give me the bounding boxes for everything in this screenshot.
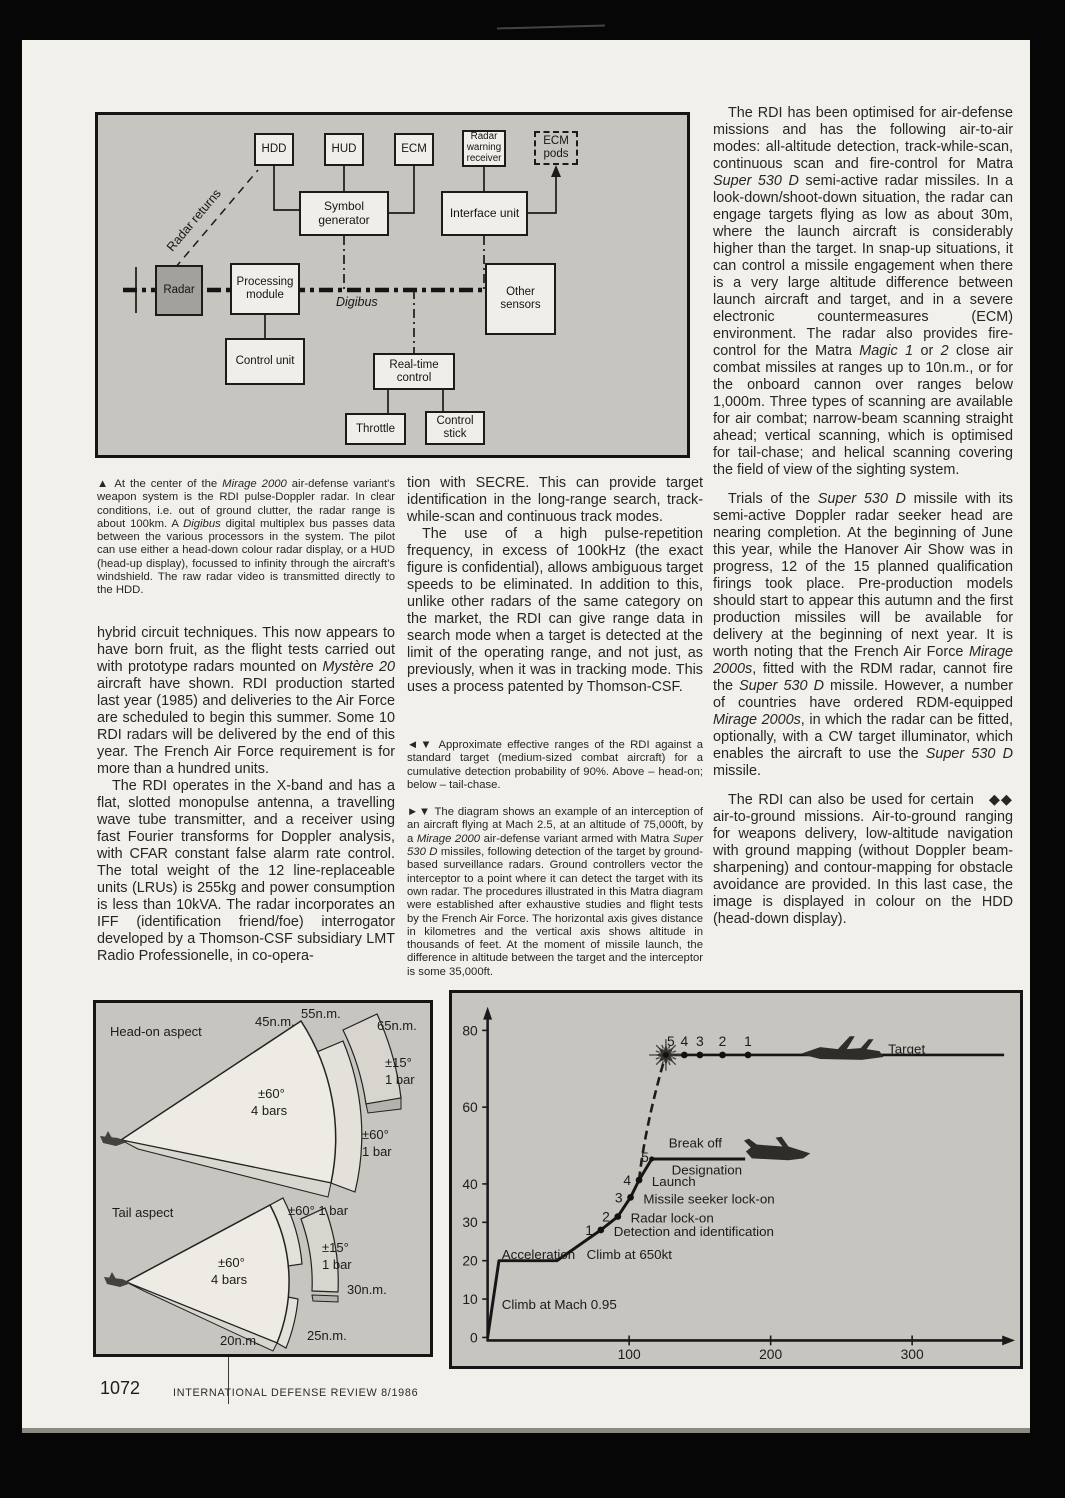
box-control-stick: Control stick [425, 411, 485, 445]
tail-main-deg: ±60° [218, 1255, 245, 1270]
tail-15-deg: ±15° [322, 1240, 349, 1255]
target-aircraft-icon [800, 1036, 883, 1060]
tail-15deg-base [312, 1295, 338, 1302]
range-25nm: 25n.m. [307, 1328, 347, 1343]
box-ecm: ECM [394, 133, 434, 166]
weapon-system-block-diagram [95, 112, 690, 458]
article-column-2: tion with SECRE. This can provide target identification in the long-range search, track-while-scan and continuous track modes. The use of a high pulse-repetition frequency, in excess of 100kHz (the exact figure is confidential), allows ambiguous target speeds to be eliminated. In addition to this, unlike other radars of the same category on the market, the RDI can give range data in search mode when a target is detected at the limit of the operating range, and not just, as previously, when it was in tracking mode. This uses a process patented by Thomson-CSF. [407, 475, 703, 695]
head-on-aircraft-icon [100, 1136, 127, 1146]
annotation: Target [888, 1041, 926, 1057]
y-tick-label: 20 [462, 1252, 478, 1269]
event-number-5: 5 [641, 1148, 649, 1165]
box-ecm-pods: ECM pods [534, 131, 578, 165]
interceptor-aircraft-icon [744, 1137, 810, 1161]
head-on-main-deg: ±60° [258, 1086, 285, 1101]
box-radar: Radar [155, 265, 203, 316]
y-tick-label: 0 [470, 1329, 478, 1346]
tail-band-label: ±60° 1 bar [288, 1203, 349, 1218]
event-label-1: Detection and identification [613, 1223, 774, 1239]
target-dot-4 [681, 1052, 688, 1059]
article-column-3: The RDI has been optimised for air-defense missions and has the following air-to-air modes: all-altitude detection, track-while-scan, continuous scan and fire-control for Matra Super 530 D semi-active radar missiles. In a look-down/shoot-down situation, the radar can engage targets flying as low as about 30m, where the launch aircraft is considerably higher than the target. In snap-up situations, it can control a missile engagement when there is a very large altitude difference between launch aircraft and target, and in a severe electronic countermeasures (ECM) environment. The radar also provides fire-control for the Matra Magic 1 or 2 close air combat missiles at ranges up to 10n.m., or for the onboard cannon over ranges below 1,000m. Three types of scanning are available for air combat; narrow-beam scanning straight ahead; vertical scanning, which is optimised for tail-chase; and helical scanning covering the field of view of the sighting system. Trials of the Super 530 D missile with its semi-active Doppler radar seeker head are nearing completion. At the beginning of June this year, while the Hanover Air Show was in progress, 12 of the 15 planned qualification firings took place. Pre-production models should start to appear this autumn and the first production missiles will be available for delivery at the beginning of next year. It is worth noting that the French Air Force Mirage 2000s, fitted with the RDM radar, cannot fire the Super 530 D missile. However, a number of countries have ordered RDM-equipped Mirage 2000s, in which the radar can be fitted, optionally, with a CW target illuminator, which enables the aircraft to use the Super 530 D missile. ◆◆ The RDI can also be used for certain air-to-ground missions. Air-to-ground ranging for weapons delivery, low-altitude navigation with ground mapping (without Doppler beam-sharpening) and contour-mapping for obstacle avoidance are provided. In this last case, the image is displayed in colour on the HDD (head-down display). [713, 105, 1014, 927]
x-tick-label: 300 [900, 1346, 924, 1363]
magazine-page [22, 40, 1030, 1433]
head-on-15-deg: ±15° [385, 1055, 412, 1070]
box-throttle: Throttle [345, 413, 406, 445]
event-dot-4 [636, 1177, 643, 1184]
article-column-1: hybrid circuit techniques. This now appears to have born fruit, as the flight tests carried out with prototype radars mounted on Mystère 20 aircraft have shown. RDI production started last year (1985) and deliveries to the Air Force are scheduled to begin this summer. Some 10 RDI radars will be delivered by the end of this year. The French Air Force requirement is for more than a hundred units. The RDI operates in the X-band and has a flat, slotted monopulse antenna, a travelling wave tube transmitter, and a receiver using fast Fourier transforms for Doppler analysis, with CFAR constant false alarm rate control. The total weight of the 12 line-replaceable units (LRUs) is 255kg and power consumption is less than 10kVA. The radar incorporates an IFF (identification friend/foe) interrogator developed by a Thomson-CSF subsidiary LMT Radio Professionelle, in co-opera- [97, 625, 395, 964]
event-label-3: Missile seeker lock-on [643, 1191, 775, 1207]
range-envelope-diagram [93, 1000, 433, 1357]
box-hud: HUD [324, 133, 364, 166]
head-on-title: Head-on aspect [110, 1024, 202, 1039]
y-tick-label: 10 [462, 1291, 478, 1307]
target-dot-2 [719, 1052, 726, 1059]
journal-name: INTERNATIONAL DEFENSE REVIEW 8/1986 [173, 1387, 419, 1399]
event-dot-1 [597, 1227, 604, 1234]
event-number-2: 2 [602, 1208, 610, 1225]
target-number-4: 4 [680, 1033, 689, 1050]
digibus-label: Digibus [336, 295, 378, 309]
range-65nm: 65n.m. [377, 1018, 417, 1033]
box-control-unit: Control unit [225, 338, 305, 385]
tail-aircraft-icon [104, 1277, 131, 1287]
event-dot-3 [627, 1194, 634, 1201]
event-label-4: Launch [651, 1174, 696, 1189]
box-interface-unit: Interface unit [441, 191, 528, 236]
annotation: Break off [668, 1135, 722, 1151]
event-label-2: Radar lock-on [630, 1210, 714, 1226]
box-symbol-generator: Symbol generator [299, 191, 389, 236]
head-on-aircraft-fin [104, 1131, 112, 1139]
target-number-5: 5 [667, 1033, 675, 1050]
box-real-time-control: Real-time control [373, 353, 455, 390]
target-number-3: 3 [696, 1033, 704, 1050]
scan-artifact [497, 24, 605, 34]
event-number-4: 4 [623, 1172, 632, 1189]
target-number-1: 1 [744, 1033, 752, 1050]
annotation: Acceleration [501, 1246, 576, 1262]
box-processing-module: Processing module [230, 263, 300, 315]
head-on-main-fan [121, 1021, 336, 1183]
y-axis-arrow [483, 1007, 492, 1020]
annotation: Climb at Mach 0.95 [501, 1296, 617, 1312]
caption-block-diagram: ▲ At the center of the Mirage 2000 air-defense variant's weapon system is the RDI pulse-Doppler radar. In clear conditions, i.e. out of ground clutter, the radar range is about 100km. A Digibus digital multiplex bus passes data between the various processors in the system. The pilot can use either a head-down colour radar display, or a HUD (head-up display), focussed to infinity through the aircraft's windshield. The raw radar video is transmitted directly to the HDD. [97, 478, 395, 597]
interception-chart-svg [452, 993, 1020, 1366]
tail-main-bars: 4 bars [211, 1272, 248, 1287]
head-on-15-bar: 1 bar [385, 1072, 415, 1087]
range-20nm: 20n.m. [220, 1333, 260, 1348]
box-radar-warning-receiver: Radar warning receiver [462, 130, 506, 167]
head-on-band-bar: 1 bar [362, 1144, 392, 1159]
interception-profile-chart [449, 990, 1023, 1369]
target-dot-1 [745, 1052, 752, 1059]
x-tick-label: 200 [759, 1346, 783, 1363]
arrow-to-ecm-pods [551, 165, 561, 177]
page-number: 1072 [100, 1378, 141, 1398]
annotation: Designation [671, 1162, 743, 1178]
target-number-2: 2 [718, 1033, 727, 1050]
y-tick-label: 80 [462, 1022, 478, 1039]
y-tick-label: 30 [462, 1214, 478, 1231]
range-45nm: 45n.m. [255, 1014, 295, 1029]
box-hdd: HDD [254, 133, 294, 166]
tail-title: Tail aspect [112, 1205, 174, 1220]
head-on-band-deg: ±60° [362, 1127, 389, 1142]
event-dot-5 [649, 1156, 654, 1161]
x-axis-arrow [1002, 1335, 1015, 1345]
annotation: Climb at 650kt [586, 1246, 673, 1262]
caption-figures: ◄▼ Approximate effective ranges of the RDI against a standard target (medium-sized combat aircraft) for a cumulative detection probability of 90%. Above – head-on; below – tail-chase. ►▼ The diagram shows an example of an interception of an aircraft flying at Mach 2.5, at an altitude of 75,000ft, by a Mirage 2000 air-defense variant armed with Matra Super 530 D missiles, following detection of the target by ground-based surveillance radars. Ground controllers vector the interceptor to a point where it can detect the target with its own radar. The procedures illustrated in this Matra diagram were established after exhaustive studies and flight tests by the French Air Force. The horizontal axis gives distance in kilometres and the vertical axis shows altitude in thousands of feet. At the moment of missile launch, the difference in altitude between the target and the interceptor is some 35,000ft. [407, 739, 703, 978]
range-30nm: 30n.m. [347, 1282, 387, 1297]
tail-aircraft-fin [108, 1272, 116, 1280]
range-55nm: 55n.m. [301, 1006, 341, 1021]
box-other-sensors: Other sensors [485, 263, 556, 335]
explosion-core [663, 1052, 669, 1058]
event-dot-2 [614, 1213, 621, 1220]
event-number-3: 3 [614, 1189, 623, 1206]
event-number-1: 1 [585, 1221, 593, 1238]
target-dot-3 [697, 1052, 704, 1059]
article-end-mark: ◆◆ [988, 792, 1013, 808]
tail-15-bar: 1 bar [322, 1257, 352, 1272]
head-on-main-bars: 4 bars [251, 1103, 288, 1118]
y-tick-label: 40 [462, 1175, 478, 1192]
tail-main-fan [126, 1205, 289, 1343]
y-tick-label: 60 [462, 1099, 478, 1116]
envelope-shapes [96, 1003, 430, 1354]
radar-returns-label: Radar returns [164, 186, 224, 254]
x-tick-label: 100 [617, 1346, 641, 1363]
